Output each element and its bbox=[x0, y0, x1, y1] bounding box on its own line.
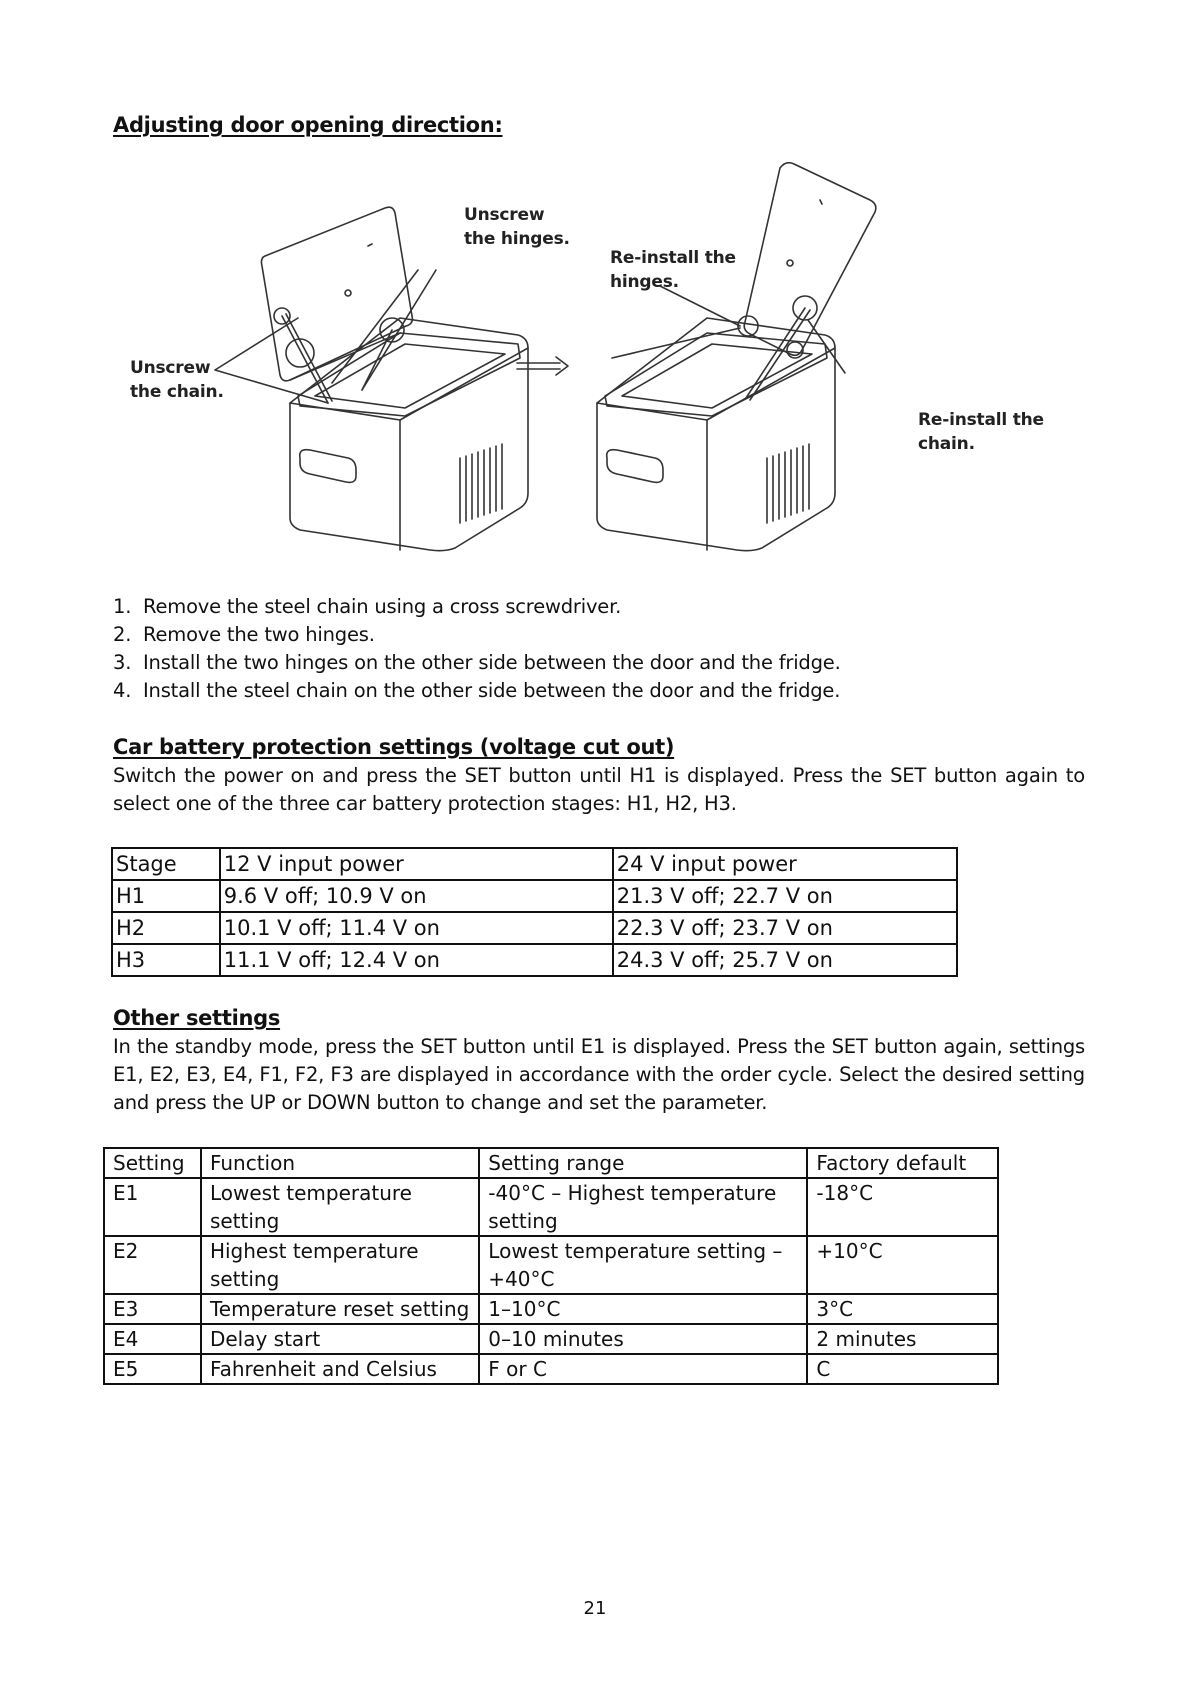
callout-line: chain. bbox=[918, 434, 975, 454]
table-cell: 2 minutes bbox=[807, 1324, 998, 1354]
table-cell: C bbox=[807, 1354, 998, 1384]
table-cell: Lowest temperature setting – +40°C bbox=[479, 1236, 807, 1294]
table-row bbox=[104, 1324, 998, 1354]
step-number: 3. bbox=[113, 651, 132, 674]
callout-line: Unscrew bbox=[130, 358, 211, 378]
fridge-before-icon bbox=[215, 207, 528, 550]
table-cell: H2 bbox=[112, 912, 220, 944]
table-row bbox=[112, 944, 957, 976]
callout-unscrew-chain bbox=[130, 356, 224, 404]
table-cell: 21.3 V off; 22.7 V on bbox=[613, 880, 957, 912]
table-cell: 1–10°C bbox=[479, 1294, 807, 1324]
step-text: Install the steel chain on the other side between the door and the fridge. bbox=[143, 679, 841, 702]
battery-protection-table bbox=[111, 847, 958, 977]
page-number: 21 bbox=[583, 1598, 607, 1619]
table-cell: -40°C – Highest temperature setting bbox=[479, 1178, 807, 1236]
table-cell: Lowest temperature setting bbox=[201, 1178, 479, 1236]
table-cell: Temperature reset setting bbox=[201, 1294, 479, 1324]
other-settings-description: In the standby mode, press the SET button until E1 is displayed. Press the SET button again, settings E1, E2, E3, E4, F1, F2, F3 are displayed in accordance with the order cycle. Select the desired setting and press the UP or DOWN button to change and set the parameter. bbox=[113, 1035, 1085, 1114]
callout-reinstall-chain bbox=[918, 408, 1044, 456]
step-text: Remove the steel chain using a cross screwdriver. bbox=[143, 595, 622, 618]
table-header-cell: 24 V input power bbox=[613, 848, 957, 880]
table-cell: Fahrenheit and Celsius bbox=[201, 1354, 479, 1384]
section-title-battery-protection: Car battery protection settings (voltage cut out) bbox=[113, 735, 675, 759]
table-cell: 22.3 V off; 23.7 V on bbox=[613, 912, 957, 944]
table-row bbox=[104, 1236, 998, 1294]
table-cell: 11.1 V off; 12.4 V on bbox=[220, 944, 613, 976]
table-cell: 24.3 V off; 25.7 V on bbox=[613, 944, 957, 976]
table-cell: 9.6 V off; 10.9 V on bbox=[220, 880, 613, 912]
table-cell: F or C bbox=[479, 1354, 807, 1384]
table-cell: Highest temperature setting bbox=[201, 1236, 479, 1294]
section-title-door-direction: Adjusting door opening direction: bbox=[113, 113, 503, 137]
door-steps-list bbox=[113, 593, 841, 705]
step-number: 2. bbox=[113, 623, 132, 646]
step-item bbox=[113, 649, 841, 677]
table-row bbox=[112, 912, 957, 944]
step-text: Install the two hinges on the other side between the door and the fridge. bbox=[143, 651, 841, 674]
door-direction-illustration bbox=[100, 158, 1100, 570]
other-settings-table bbox=[103, 1147, 999, 1385]
callout-line: Unscrew bbox=[464, 205, 545, 225]
step-item bbox=[113, 677, 841, 705]
table-cell: 3°C bbox=[807, 1294, 998, 1324]
table-cell: 0–10 minutes bbox=[479, 1324, 807, 1354]
table-cell: E2 bbox=[104, 1236, 201, 1294]
callout-line: Re-install the bbox=[918, 410, 1044, 430]
table-header-cell: Stage bbox=[112, 848, 220, 880]
table-header-cell: 12 V input power bbox=[220, 848, 613, 880]
table-cell: +10°C bbox=[807, 1236, 998, 1294]
table-header-cell: Function bbox=[201, 1148, 479, 1178]
table-cell: -18°C bbox=[807, 1178, 998, 1236]
table-cell: E3 bbox=[104, 1294, 201, 1324]
step-number: 4. bbox=[113, 679, 132, 702]
table-cell: Delay start bbox=[201, 1324, 479, 1354]
table-header-cell: Setting bbox=[104, 1148, 201, 1178]
table-cell: 10.1 V off; 11.4 V on bbox=[220, 912, 613, 944]
table-cell: E1 bbox=[104, 1178, 201, 1236]
table-cell: E4 bbox=[104, 1324, 201, 1354]
callout-unscrew-hinges bbox=[464, 203, 570, 251]
table-row bbox=[112, 880, 957, 912]
fridge-after-icon bbox=[597, 163, 876, 551]
table-row bbox=[104, 1178, 998, 1236]
table-cell: H3 bbox=[112, 944, 220, 976]
table-header-cell: Factory default bbox=[807, 1148, 998, 1178]
table-header-row bbox=[112, 848, 957, 880]
step-text: Remove the two hinges. bbox=[143, 623, 375, 646]
callout-line: the chain. bbox=[130, 382, 224, 402]
table-row bbox=[104, 1294, 998, 1324]
step-item bbox=[113, 621, 841, 649]
step-number: 1. bbox=[113, 595, 132, 618]
table-header-row bbox=[104, 1148, 998, 1178]
table-cell: E5 bbox=[104, 1354, 201, 1384]
table-cell: H1 bbox=[112, 880, 220, 912]
table-header-cell: Setting range bbox=[479, 1148, 807, 1178]
fridge-diagram bbox=[100, 158, 1100, 570]
step-item bbox=[113, 593, 841, 621]
callout-line: Re-install the bbox=[610, 248, 736, 268]
right-arrow-icon bbox=[517, 357, 568, 375]
battery-protection-description: Switch the power on and press the SET button until H1 is displayed. Press the SET button again to select one of the three car battery protection stages: H1, H2, H3. bbox=[113, 764, 1085, 815]
table-row bbox=[104, 1354, 998, 1384]
callout-reinstall-hinges bbox=[610, 246, 736, 294]
callout-line: the hinges. bbox=[464, 229, 570, 249]
section-title-other-settings: Other settings bbox=[113, 1006, 281, 1030]
callout-line: hinges. bbox=[610, 272, 679, 292]
